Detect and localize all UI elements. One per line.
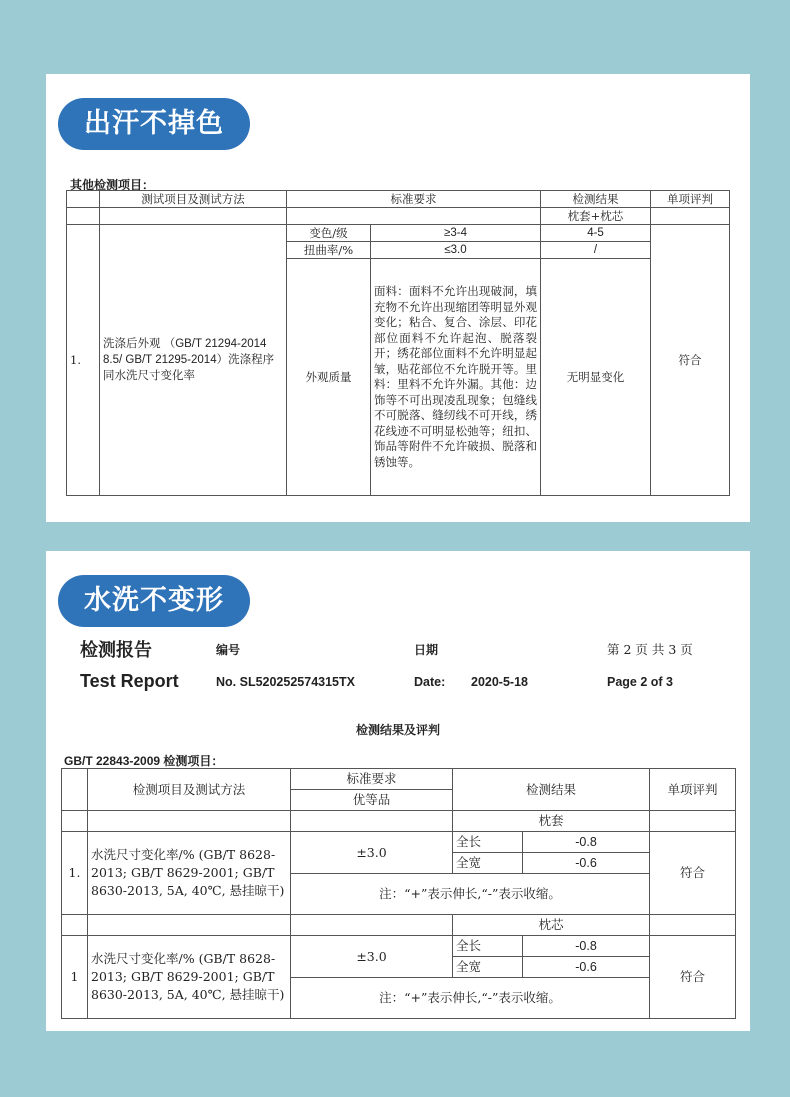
measure-label: 全长: [453, 832, 523, 853]
appearance-result: 无明显变化: [541, 259, 651, 496]
report-no-label: 编号: [216, 643, 241, 657]
measure-value: -0.6: [523, 957, 650, 978]
report-heading: 检测结果及评判: [355, 723, 440, 737]
report-page-en: Page 2 of 3: [607, 675, 673, 689]
sweat-colorfast-card: [46, 74, 750, 522]
table-subheader-row: [67, 208, 730, 225]
section-title-pill: 出汗不掉色: [58, 98, 250, 150]
row-rating: 符合: [650, 832, 736, 915]
header-standard: 标准要求: [291, 769, 453, 790]
item-label: 变色/级: [287, 225, 371, 242]
wash-no-deform-card: [46, 551, 750, 1031]
header-result-sub: 枕套+枕芯: [541, 208, 651, 225]
item-standard: ≥3-4: [371, 225, 541, 242]
report-title-en: Test Report: [80, 671, 179, 691]
other-tests-table: [66, 190, 730, 496]
header-rating: 单项评判: [650, 769, 736, 811]
header-standard-sub: 优等品: [291, 790, 453, 811]
table-row: [62, 936, 736, 957]
item-result: /: [541, 242, 651, 259]
section-subtitle: 其他检测项目：: [70, 178, 155, 192]
appearance-label: 外观质量: [287, 259, 371, 496]
header-method: 检测项目及测试方法: [88, 769, 291, 811]
report-date: 2020-5-18: [471, 675, 528, 689]
section-title-pill: 水洗不变形: [58, 575, 250, 627]
item-result: 4-5: [541, 225, 651, 242]
table-header-row: [62, 769, 736, 790]
group-label: 枕套: [453, 811, 650, 832]
report-title-cn: 检测报告: [80, 640, 152, 661]
row-rating: 符合: [650, 936, 736, 1019]
report-date-label-en: Date:: [414, 675, 446, 689]
header-result: 检测结果: [453, 769, 650, 811]
row-method: 水洗尺寸变化率/% (GB/T 8628-2013; GB/T 8629-2001; GB/T 8630-2013, 5A, 40℃, 悬挂晾干): [88, 936, 291, 1019]
row-number: 1: [62, 936, 88, 1019]
report-date-label: 日期: [414, 643, 439, 657]
report-page-cn: 第 2 页 共 3 页: [607, 642, 693, 657]
measure-value: -0.6: [523, 853, 650, 874]
table-group-row: [62, 811, 736, 832]
report-subtitle: GB/T 22843-2009 检测项目：: [64, 754, 224, 768]
measure-value: -0.8: [523, 832, 650, 853]
header-result: 检测结果: [541, 191, 651, 208]
row-number: 1.: [67, 225, 100, 496]
header-standard: 标准要求: [287, 191, 541, 208]
row-note: 注：“+”表示伸长,“-”表示收缩。: [291, 874, 650, 915]
measure-label: 全宽: [453, 853, 523, 874]
item-standard: ≤3.0: [371, 242, 541, 259]
header-rating: 单项评判: [651, 191, 730, 208]
row-standard: ±3.0: [291, 936, 453, 978]
appearance-standard: 面料：面料不允许出现破洞，填充物不允许出现缩团等明显外观变化；粘合、复合、涂层、印花部位面料不允许起泡、脱落裂开；绣花部位面料不允许明显起皱，贴花部位不允许脱开等。里料：里料不允许外漏。其他：边饰等不可出现凌乱现象；包缝线不可脱落、缝纫线不可开线，绣花线迹不可明显松弛等；纽扣、饰品等附件不允许破损、脱落和锈蚀等。: [371, 259, 541, 496]
item-label: 扭曲率/%: [287, 242, 371, 259]
table-row: [67, 225, 730, 242]
group-label: 枕芯: [453, 915, 650, 936]
table-row: [62, 832, 736, 853]
header-method: 测试项目及测试方法: [100, 191, 287, 208]
report-number: No. SL520252574315TX: [216, 675, 355, 689]
wash-test-table: [61, 768, 736, 1019]
row-number: 1.: [62, 832, 88, 915]
measure-value: -0.8: [523, 936, 650, 957]
row-method: 水洗尺寸变化率/% (GB/T 8628-2013; GB/T 8629-2001; GB/T 8630-2013, 5A, 40℃, 悬挂晾干): [88, 832, 291, 915]
row-method: 洗涤后外观 （GB/T 21294-2014 8.5/ GB/T 21295-2014）洗涤程序同水洗尺寸变化率: [100, 225, 287, 496]
measure-label: 全宽: [453, 957, 523, 978]
row-standard: ±3.0: [291, 832, 453, 874]
measure-label: 全长: [453, 936, 523, 957]
table-group-row: [62, 915, 736, 936]
row-rating: 符合: [651, 225, 730, 496]
row-note: 注：“+”表示伸长,“-”表示收缩。: [291, 978, 650, 1019]
table-header-row: [67, 191, 730, 208]
